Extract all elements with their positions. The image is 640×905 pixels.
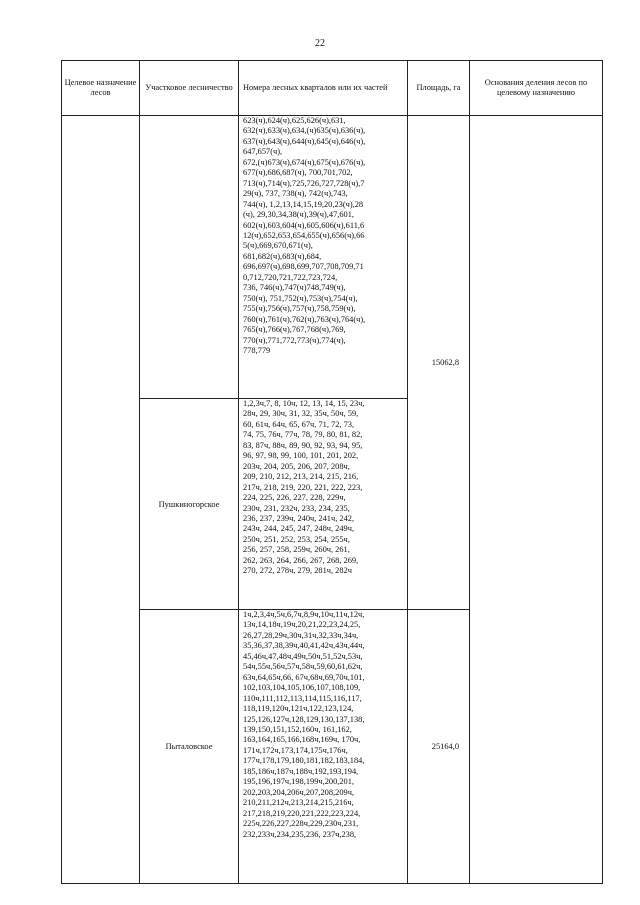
quarter-line: 677(ч),686,687(ч), 700,701,702, xyxy=(243,168,353,178)
quarter-line: 28ч, 29, 30ч, 31, 32, 35ч, 50ч, 59, xyxy=(243,409,359,419)
quarter-line: 177ч,178,179,180,181,182,183,184, xyxy=(243,756,365,766)
quarter-line: 632(ч),633(ч),634,(ч)635(ч),636(ч), xyxy=(243,126,366,136)
quarter-line: 736, 746(ч),747(ч)748,749(ч), xyxy=(243,283,346,293)
quarter-line: 185,186ч,187ч,188ч,192,193,194, xyxy=(243,766,359,776)
quarter-line: 230ч, 231, 232ч, 233, 234, 235, xyxy=(243,503,350,513)
quarter-line: 637(ч),643(ч),644(ч),645(ч),646(ч), xyxy=(243,136,366,146)
quarter-line: 256, 257, 258, 259ч, 260ч, 261, xyxy=(243,545,350,555)
table-row xyxy=(62,116,603,399)
quarter-line: 54ч,55ч,56ч,57ч,58ч,59,60,61,62ч, xyxy=(243,662,363,672)
quarter-line: 0,712,720,721,722,723,724, xyxy=(243,272,338,282)
quarter-line: 270, 272, 278ч, 279, 281ч, 282ч xyxy=(243,566,352,576)
quarter-line: 83, 87ч, 88ч, 89, 90, 92, 93, 94, 95, xyxy=(243,440,363,450)
quarter-line: 210,211,212ч,213,214,215,216ч, xyxy=(243,798,354,808)
quarter-line: 74, 75, 76ч, 77ч, 78, 79, 80, 81, 82, xyxy=(243,430,363,440)
quarter-line: 750(ч), 751,752(ч),753(ч),754(ч), xyxy=(243,293,358,303)
quarter-line: 232,233ч,234,235,236, 237ч,238, xyxy=(243,829,357,839)
quarter-line: 139,150,151,152,160ч, 161,162, xyxy=(243,724,352,734)
header-purpose: Целевое назначение лесов xyxy=(62,61,140,116)
quarter-line: 45,46ч,47,48ч,49ч,50ч,51,52ч,53ч, xyxy=(243,651,363,661)
page-number: 22 xyxy=(315,38,325,49)
district-cell: Пушкиногорское xyxy=(140,399,239,610)
header-area: Площадь, га xyxy=(408,61,470,116)
quarter-line: 26,27,28,29ч,30ч,31ч,32,33ч,34ч, xyxy=(243,630,359,640)
quarter-line: 1ч,2,3,4ч,5ч,6,7ч,8,9ч,10ч,11ч,12ч, xyxy=(243,610,365,619)
quarter-line: 63ч,64,65ч,66, 67ч,68ч,69,70ч,101, xyxy=(243,672,365,682)
quarter-line: 195,196,197ч,198,199ч,200,201, xyxy=(243,777,355,787)
quarter-line: 29(ч), 737, 738(ч), 742(ч),743, xyxy=(243,189,348,199)
quarter-line: 217,218,219,220,221,222,223,224, xyxy=(243,808,361,818)
quarter-line: 102,103,104,105,106,107,108,109, xyxy=(243,683,361,693)
quarter-line: 118,119,120ч,121ч,122,123,124, xyxy=(243,704,354,714)
grounds-cell xyxy=(470,116,603,884)
quarter-line: 236, 237, 239ч, 240ч, 241ч, 242, xyxy=(243,513,355,523)
quarter-line: 744(ч), 1,2,13,14,15,19,20,23(ч),28 xyxy=(243,199,364,209)
quarter-line: 35,36,37,38,39ч,40,41,42ч,43ч,44ч, xyxy=(243,641,365,651)
area-cell: 15062,8 xyxy=(408,116,470,610)
quarter-line: 696,697(ч),698,699,707,708,709,71 xyxy=(243,262,364,272)
quarter-line: 203ч, 204, 205, 206, 207, 208ч, xyxy=(243,461,350,471)
quarter-line: 96, 97, 98, 99, 100, 101, 201, 202, xyxy=(243,451,359,461)
quarter-line: 1,2,3ч,7, 8, 10ч, 12, 13, 14, 15, 23ч, xyxy=(243,399,365,408)
area-cell: 25164,0 xyxy=(408,610,470,884)
quarter-line: 713(ч),714(ч),725,726,727,728(ч),7 xyxy=(243,178,365,188)
quarter-line: 760(ч),761(ч),762(ч),763(ч),764(ч), xyxy=(243,314,366,324)
table-header-row xyxy=(62,61,603,116)
quarters-cell xyxy=(239,610,408,884)
quarter-line: 217ч, 218, 219, 220, 221, 222, 223, xyxy=(243,482,363,492)
quarter-line: 765(ч),766(ч),767,768(ч),769, xyxy=(243,325,346,335)
quarter-line: 224, 225, 226, 227, 228, 229ч, xyxy=(243,493,346,503)
header-grounds: Основания деления лесов по целевому назначению xyxy=(470,61,603,116)
quarter-line: 243ч, 244, 245, 247, 248ч, 249ч, xyxy=(243,524,355,534)
quarter-line: 171ч,172ч,173,174,175ч,176ч, xyxy=(243,745,348,755)
quarter-line: 250ч, 251, 252, 253, 254, 255ч, xyxy=(243,534,350,544)
quarter-line: 225ч,226,227,228ч,229,230ч,231, xyxy=(243,819,359,829)
quarter-line: 110ч,111,112,113,114,115,116,117, xyxy=(243,693,362,703)
quarter-line: 262, 263, 264, 266, 267, 268, 269, xyxy=(243,555,359,565)
quarter-line: (ч), 29,30,34,38(ч),39(ч),47,601, xyxy=(243,210,355,220)
district-cell xyxy=(140,116,239,399)
quarter-line: 13ч,14,18ч,19ч,20,21,22,23,24,25, xyxy=(243,620,361,630)
quarter-line: 672,(ч)673(ч),674(ч),675(ч),676(ч), xyxy=(243,157,366,167)
quarter-line: 60, 61ч, 64ч, 65, 67ч, 71, 72, 73, xyxy=(243,419,355,429)
quarter-line: 12(ч),652,653,654,655(ч),656(ч),66 xyxy=(243,230,365,240)
quarter-line: 778,779 xyxy=(243,345,271,355)
quarter-line: 202,203,204,206ч,207,208,209ч, xyxy=(243,787,355,797)
purpose-cell xyxy=(62,116,140,884)
quarter-line: 163,164,165,166,168ч,169ч, 170ч, xyxy=(243,735,361,745)
quarter-line: 209, 210, 212, 213, 214, 215, 216, xyxy=(243,472,359,482)
quarter-line: 602(ч),603,604(ч),605,606(ч),611,6 xyxy=(243,220,365,230)
quarters-cell xyxy=(239,399,408,610)
quarter-line: 647,657(ч), xyxy=(243,147,283,157)
forest-quarters-table xyxy=(61,60,603,884)
quarter-line: 125,126,127ч,128,129,130,137,138, xyxy=(243,714,365,724)
district-cell: Пыталовское xyxy=(140,610,239,884)
quarter-line: 755(ч),756(ч),757(ч),758,759(ч), xyxy=(243,304,356,314)
quarter-line: 681,682(ч),683(ч),684, xyxy=(243,251,322,261)
quarter-line: 770(ч),771,772,773(ч),774(ч), xyxy=(243,335,346,345)
header-quarters: Номера лесных кварталов или их частей xyxy=(239,61,408,116)
header-district: Участковое лесничество xyxy=(140,61,239,116)
quarter-line: 623(ч),624(ч),625,626(ч),631, xyxy=(243,116,346,125)
quarters-cell xyxy=(239,116,408,399)
quarter-line: 5(ч),669,670,671(ч), xyxy=(243,241,313,251)
